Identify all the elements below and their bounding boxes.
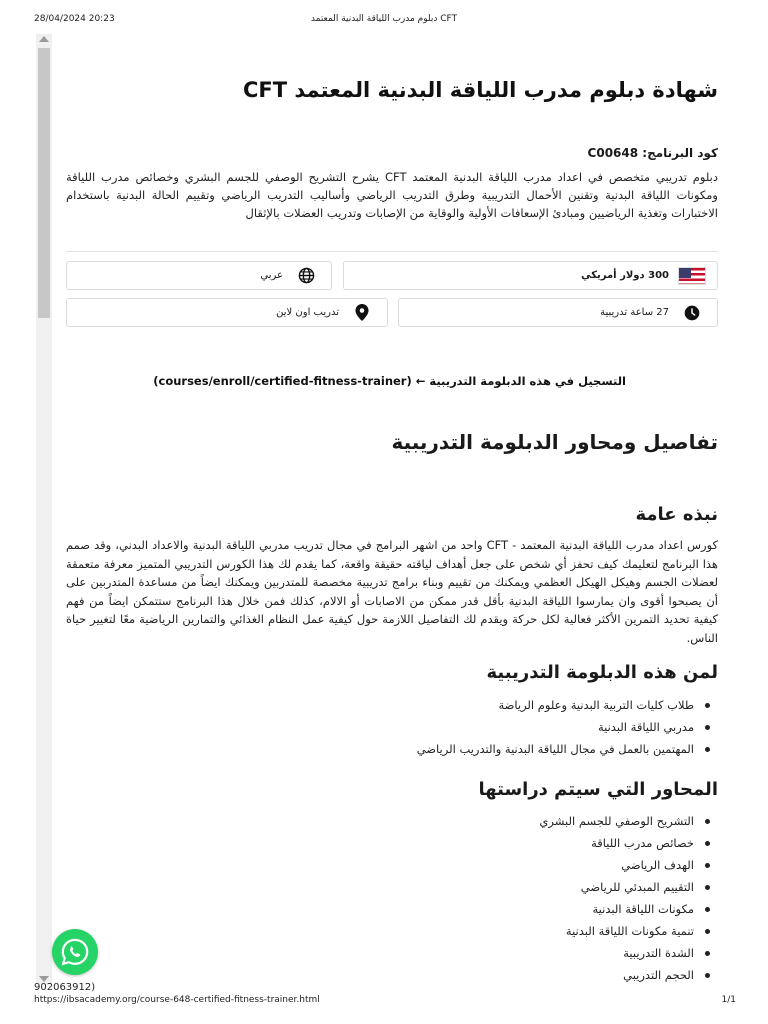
language-value: عربي — [260, 270, 283, 281]
print-url: https://ibsacademy.org/course-648-certified-fitness-trainer.html — [34, 995, 320, 1005]
print-footer — [0, 995, 768, 1009]
list-item: خصائص مدرب اللياقة — [539, 832, 718, 854]
price-box — [343, 261, 718, 290]
axes-title: المحاور التي سيتم دراستها — [478, 779, 718, 800]
vertical-scrollbar[interactable] — [36, 34, 52, 984]
price-value: 300 دولار أمريكي — [581, 270, 669, 281]
program-code: كود البرنامج: C00648 — [587, 146, 718, 160]
list-item: التشريح الوصفي للجسم البشري — [539, 810, 718, 832]
list-item: الشدة التدريبية — [539, 942, 718, 964]
clock-icon — [677, 304, 707, 322]
scroll-up-arrow-icon[interactable] — [39, 36, 49, 42]
print-header — [0, 14, 768, 30]
language-box — [66, 261, 332, 290]
whatsapp-icon — [60, 937, 90, 967]
print-title: CFT دبلوم مدرب اللياقة البدنية المعتمد — [310, 14, 458, 24]
audience-title: لمن هذه الدبلومة التدريبية — [486, 662, 718, 683]
axes-list — [539, 810, 718, 986]
list-item: المهتمين بالعمل في مجال اللياقة البدنية والتدريب الرياضي — [417, 738, 718, 760]
divider — [66, 251, 718, 252]
print-date: 28/04/2024 20:23 — [34, 14, 115, 24]
program-description: دبلوم تدريبي متخصص في اعداد مدرب اللياقة البدنية المعتمد CFT يشرح التشريح الوصفي للجسم البشري وخصائص مدرب اللياقة ومكونات اللياقة البدنية وتقنين الأحمال التدريبية وطرق التدريب الرياضي وأساليب التدريب الرياضي وتقييم الحالة البدنية باستخدام الاختبارات وتغذية الرياضيين ومبادئ الإسعافات الأولية والوقاية من الإصابات وتدريب العضلات بالإثقال — [66, 170, 718, 220]
cutoff-text: 902063912) — [34, 982, 96, 993]
mode-box — [66, 298, 388, 327]
page-title: شهادة دبلوم مدرب اللياقة البدنية المعتمد CFT — [242, 78, 718, 102]
overview-text: كورس اعداد مدرب اللياقة البدنية المعتمد - CFT واحد من اشهر البرامج في مجال تدريب مدربي اللياقة البدنية والاعداد البدني، وقد صمم هذا البرنامج لتعليمك كيف تحفز أي شخص على جعل أهداف لياقته حقيقة واقعة، كما يقدم لك هذا الكورس التدريبي المتميز معرفة متعمقة لعضلات الجسم وهيكل الهيكل العظمي ويمكنك من تقييم وبناء برامج تدريبية مخصصة للمتدربين ويمكنك ايضاً من مساعدة المتدربين على أن يصبحوا أقوى وان يمارسوا اللياقة البدنية بأقل قدر ممكن من الاصابات أو الالام، كذلك فمن خلال هذا البرنامج ستتمكن ايضاً من فهم كيفية تحديد التمرين الأكثر فعالية لكل حركة ويقدم لك التفاصيل اللازمة حول كيفية عمل النظام الغذائي والتمارين الرياضية معًا لتغيير حياة الناس. — [66, 538, 718, 645]
print-page-count: 1/1 — [721, 995, 736, 1005]
enroll-link[interactable]: التسجيل في هذه الدبلومة التدريبية ← (courses/enroll/certified-fitness-trainer) — [153, 374, 626, 388]
list-item: التقييم المبدئي للرياضي — [539, 876, 718, 898]
globe-icon — [291, 267, 321, 285]
location-pin-icon — [347, 304, 377, 322]
mode-value: تدريب اون لاين — [276, 307, 339, 318]
list-item: الهدف الرياضي — [539, 854, 718, 876]
whatsapp-button[interactable] — [52, 929, 98, 975]
list-item: مكونات اللياقة البدنية — [539, 898, 718, 920]
hours-box — [398, 298, 718, 327]
us-flag-icon — [677, 267, 707, 285]
list-item: الحجم التدريبي — [539, 964, 718, 986]
overview-title: نبذه عامة — [635, 504, 718, 525]
scrollbar-thumb[interactable] — [38, 48, 50, 318]
list-item: طلاب كليات التربية البدنية وعلوم الرياضة — [417, 694, 718, 716]
audience-list — [417, 694, 718, 760]
hours-value: 27 ساعة تدريبية — [600, 307, 669, 318]
details-heading: تفاصيل ومحاور الدبلومة التدريبية — [391, 430, 718, 454]
list-item: تنمية مكونات اللياقة البدنية — [539, 920, 718, 942]
list-item: مدربي اللياقة البدنية — [417, 716, 718, 738]
